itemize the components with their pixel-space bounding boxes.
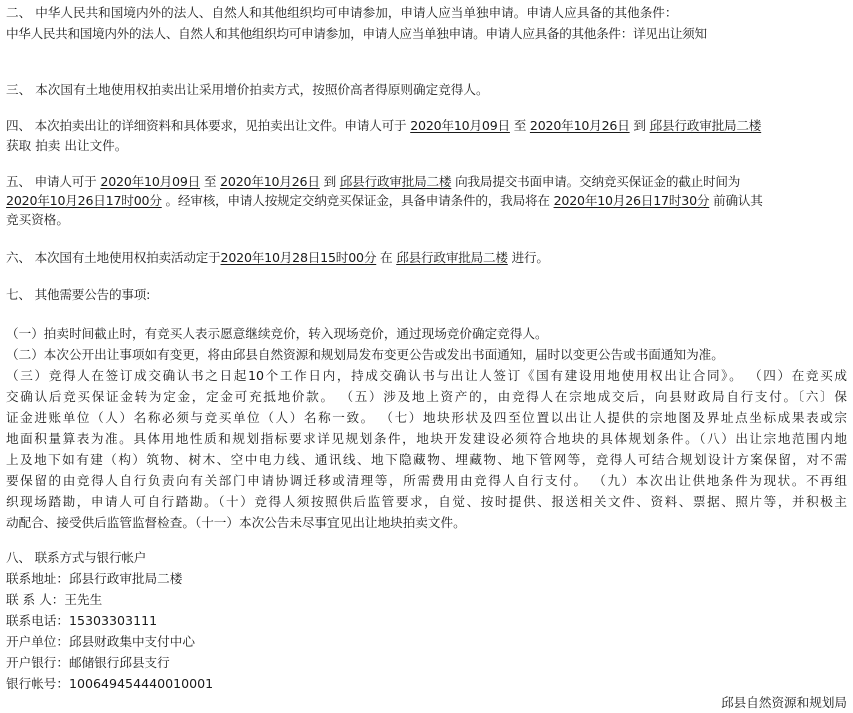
section-5-line-2 [6,193,763,209]
section-7-item: （一）拍卖时间截止时，有竞买人表示愿意继续竞价，转入现场竞价，通过现场竞价确定竞得人。 [6,326,548,341]
section-5-confirm-time: 2020年10月26日17时30分 [553,193,710,208]
section-6-text-3: 进行。 [507,250,549,265]
section-4-location: 邱县行政审批局二楼 [649,118,762,133]
issuer-signature: 邱县自然资源和规划局 [721,695,847,710]
section-6-text-2: 在 [376,250,397,265]
section-8-heading: 八、 联系方式与银行帐户 [6,550,147,565]
section-6 [6,250,549,266]
section-2-line-1: 二、 中华人民共和国境内外的法人、自然人和其他组织均可申请参加，申请人应当单独申请。申请人应具备的其他条件： [6,5,678,20]
section-4-line-1 [6,118,761,134]
section-5-text-5: 。经审核，申请人按规定交纳竞买保证金，具备申请条件的，我局将在 [161,193,554,208]
section-6-location: 邱县行政审批局二楼 [396,250,508,265]
section-3: 三、 本次国有土地使用权拍卖出让采用增价拍卖方式，按照价高者得原则确定竞得人。 [6,82,489,97]
section-5-text-1: 五、 申请人可于 [6,174,101,189]
section-7-item: （二）本次公开出让事项如有变更，将由邱县自然资源和规划局发布变更公告或发出书面通知，届时以变更公告或书面通知为准。 [6,347,724,362]
section-5-line-3: 竞买资格。 [6,212,69,227]
section-6-auction-time: 2020年10月28日15时00分 [220,250,377,265]
section-5-text-2: 至 [200,174,221,189]
section-5-line-1 [6,174,740,190]
account-bank: 开户银行：邮储银行邱县支行 [6,655,170,670]
section-6-text-1: 六、 本次国有土地使用权拍卖活动定于 [6,250,221,265]
section-4-end-date: 2020年10月26日 [529,118,630,133]
section-5-text-6: 前确认其 [709,193,763,208]
section-4-text-2: 至 [509,118,530,133]
section-7-item: 上及地下如有建（构）筑物、树木、空中电力线、通讯线、地下隐藏物、埋藏物、地下管网等，竞得人可结合规划设计方案保留，对不需 [6,452,847,467]
section-7-item: 证金进账单位（人）名称必须与竞买单位（人）名称一致。 （七）地块形状及四至位置以出让人提供的宗地图及界址点坐标成果表或宗 [6,410,847,425]
section-7-item: 要保留的由竞得人自行负责向有关部门申请协调迁移或清理等，所需费用由竞得人自行支付。 （九）本次出让供地条件为现状。不再组 [6,473,847,488]
section-7-item: （三）竞得人在签订成交确认书之日起10个工作日内，持成交确认书与出让人签订《国有建设用地使用权出让合同》。 （四）在竞买成 [6,368,847,383]
section-5-text-3: 到 [319,174,340,189]
section-4-text-3: 到 [629,118,650,133]
section-7-item: 动配合、接受供后监管监督检查。（十一）本次公告未尽事宜见出让地块拍卖文件。 [6,515,466,530]
section-7-item: 地面积量算表为准。具体用地性质和规划指标要求详见规划条件，地块开发建设必须符合地块的具体规划条件。（八）出让宗地范围内地 [6,431,847,446]
contact-person: 联 系 人：王先生 [6,592,103,607]
contact-address: 联系地址：邱县行政审批局二楼 [6,571,183,586]
account-unit: 开户单位：邱县财政集中支付中心 [6,634,195,649]
section-5-text-4: 向我局提交书面申请。交纳竞买保证金的截止时间为 [451,174,741,189]
section-2-line-2: 中华人民共和国境内外的法人、自然人和其他组织均可申请参加，申请人应当单独申请。申请人应具备的其他条件：详见出让须知 [6,26,707,41]
section-5-end-date: 2020年10月26日 [220,174,320,189]
section-4-line-2: 获取 拍卖 出让文件。 [6,138,128,153]
section-4-text-1: 四、 本次拍卖出让的详细资料和具体要求，见拍卖出让文件。申请人可于 [6,118,411,133]
section-5-start-date: 2020年10月09日 [100,174,201,189]
section-5-deposit-deadline: 2020年10月26日17时00分 [6,193,162,208]
section-7-item: 交确认后竞买保证金转为定金，定金可充抵地价款。 （五）涉及地上资产的，由竞得人在宗地成交后，向县财政局自行支付。〔六〕保 [6,389,847,404]
section-7-item: 织现场踏勘，申请人可自行踏勘。（十）竞得人须按照供后监管要求，自觉、按时提供、报送相关文件、资料、票据、照片等，并积极主 [6,494,847,509]
section-5-location: 邱县行政审批局二楼 [339,174,452,189]
contact-phone: 联系电话：15303303111 [6,613,158,628]
section-4-start-date: 2020年10月09日 [410,118,510,133]
account-number: 银行帐号：100649454440010001 [6,676,214,691]
section-7-heading: 七、 其他需要公告的事项: [6,287,151,302]
